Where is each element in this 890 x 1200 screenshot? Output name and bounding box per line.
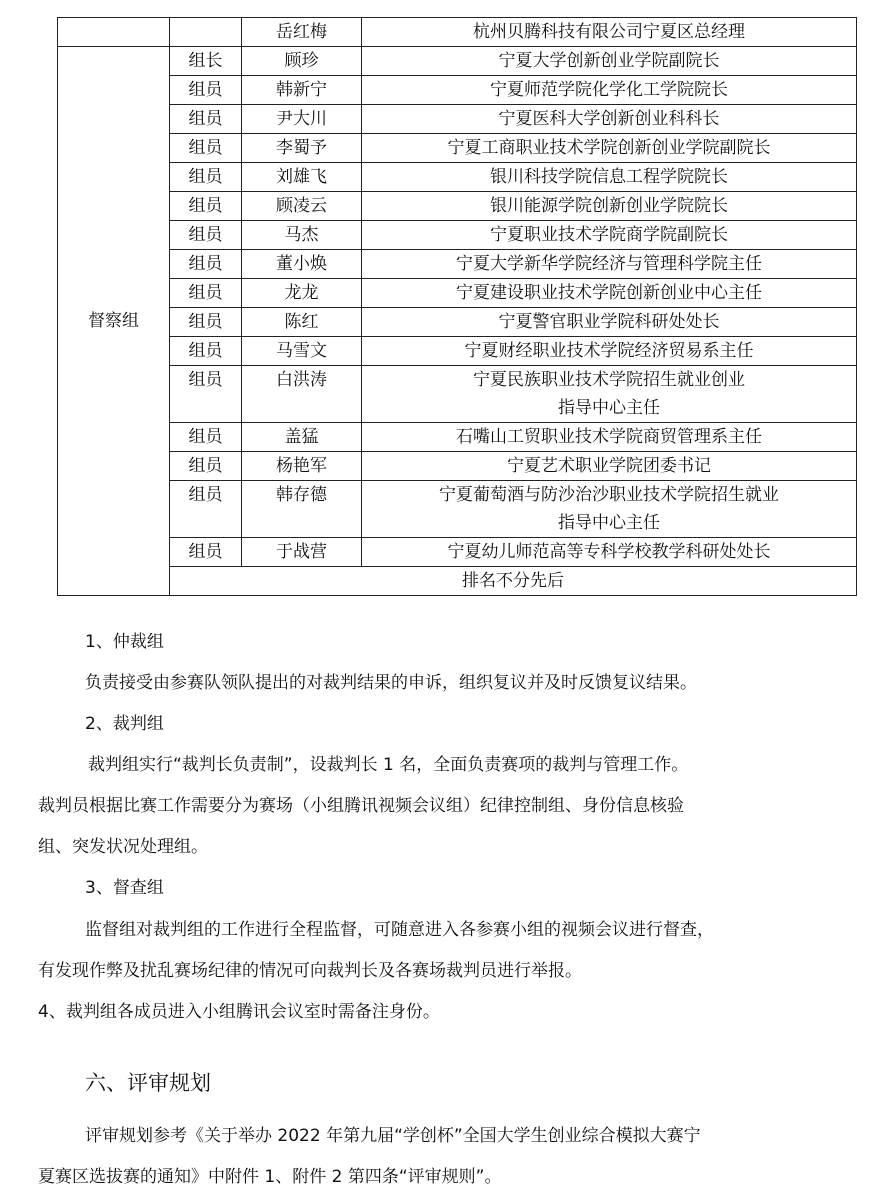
member-role: 组员 <box>170 452 242 481</box>
empty-cell <box>58 18 170 47</box>
table-row <box>58 47 857 76</box>
referee-text-line-2: 裁判员根据比赛工作需要分为赛场（小组腾讯视频会议组）纪律控制组、身份信息核验 <box>38 796 684 816</box>
member-title-line: 宁夏师范学院化学化工学院院长 <box>490 80 728 100</box>
member-title-line: 宁夏幼儿师范高等专科学校教学科研处处长 <box>447 542 771 562</box>
member-name: 于战营 <box>242 538 362 567</box>
supervision-text-line-2: 有发现作弊及扰乱赛场纪律的情况可向裁判长及各赛场裁判员进行举报。 <box>38 961 582 981</box>
member-title <box>362 163 857 192</box>
referee-text-line-3: 组、突发状况处理组。 <box>38 837 208 857</box>
table-row <box>58 76 857 105</box>
member-title-line: 指导中心主任 <box>558 513 660 533</box>
member-name: 顾珍 <box>242 47 362 76</box>
empty-cell <box>170 18 242 47</box>
review-text-line-2: 夏赛区选拔赛的通知》中附件 1、附件 2 第四条“评审规则”。 <box>38 1167 502 1187</box>
member-role: 组员 <box>170 221 242 250</box>
member-title-line: 宁夏建设职业技术学院创新创业中心主任 <box>456 283 762 303</box>
table-row <box>58 337 857 366</box>
member-name: 马杰 <box>242 221 362 250</box>
member-title-line: 宁夏工商职业技术学院创新创业学院副院长 <box>447 138 771 158</box>
member-role: 组长 <box>170 47 242 76</box>
member-role: 组员 <box>170 481 242 538</box>
member-title <box>362 481 857 538</box>
member-title <box>362 538 857 567</box>
supervision-heading: 3、督查组 <box>85 878 164 898</box>
member-title-line: 宁夏民族职业技术学院招生就业创业 <box>473 370 745 390</box>
review-text-line-1: 评审规划参考《关于举办 2022 年第九届“学创杯”全国大学生创业综合模拟大赛宁 <box>85 1126 701 1146</box>
referee-text-line-1: 裁判组实行“裁判长负责制”，设裁判长 1 名，全面负责赛项的裁判与管理工作。 <box>88 755 689 775</box>
table-row <box>58 18 857 47</box>
table-row <box>58 366 857 423</box>
member-name: 李蜀予 <box>242 134 362 163</box>
table-row <box>58 423 857 452</box>
arbitration-text: 负责接受由参赛队领队提出的对裁判结果的申诉，组织复议并及时反馈复议结果。 <box>85 673 697 693</box>
member-role: 组员 <box>170 134 242 163</box>
member-name: 杨艳军 <box>242 452 362 481</box>
member-name: 韩新宁 <box>242 76 362 105</box>
member-title-line: 宁夏警官职业学院科研处处长 <box>498 312 720 332</box>
member-name: 刘雄飞 <box>242 163 362 192</box>
member-name: 尹大川 <box>242 105 362 134</box>
arbitration-heading: 1、仲裁组 <box>85 632 164 652</box>
member-title <box>362 452 857 481</box>
ranking-note: 排名不分先后 <box>170 567 857 596</box>
member-title-line: 指导中心主任 <box>558 398 660 418</box>
member-title-line: 宁夏职业技术学院商学院副院长 <box>490 225 728 245</box>
member-title-line: 石嘴山工贸职业技术学院商贸管理系主任 <box>456 427 762 447</box>
member-role: 组员 <box>170 250 242 279</box>
member-role: 组员 <box>170 105 242 134</box>
table-row <box>58 538 857 567</box>
member-title-line: 宁夏医科大学创新创业科科长 <box>498 109 720 129</box>
member-title-line: 宁夏大学创新创业学院副院长 <box>498 51 720 71</box>
member-title <box>362 134 857 163</box>
table-row <box>58 250 857 279</box>
member-role: 组员 <box>170 163 242 192</box>
table-row <box>58 279 857 308</box>
supervision-text-line-1: 监督组对裁判组的工作进行全程监督，可随意进入各参赛小组的视频会议进行督查， <box>85 920 714 940</box>
item-4-text: 4、裁判组各成员进入小组腾讯会议室时需备注身份。 <box>38 1002 440 1022</box>
member-title-line: 银川能源学院创新创业学院院长 <box>490 196 728 216</box>
member-name: 马雪文 <box>242 337 362 366</box>
member-name: 董小焕 <box>242 250 362 279</box>
member-name: 龙龙 <box>242 279 362 308</box>
table-row <box>58 308 857 337</box>
member-title <box>362 308 857 337</box>
member-title-line: 银川科技学院信息工程学院院长 <box>490 167 728 187</box>
table-row <box>58 221 857 250</box>
member-title <box>362 366 857 423</box>
member-role: 组员 <box>170 337 242 366</box>
member-title: 杭州贝腾科技有限公司宁夏区总经理 <box>362 18 857 47</box>
group-label: 督察组 <box>58 47 170 596</box>
member-role: 组员 <box>170 76 242 105</box>
table-row <box>58 192 857 221</box>
member-name: 白洪涛 <box>242 366 362 423</box>
member-title-line: 宁夏葡萄酒与防沙治沙职业技术学院招生就业 <box>439 485 779 505</box>
table-row <box>58 105 857 134</box>
member-title-line: 宁夏财经职业技术学院经济贸易系主任 <box>464 341 754 361</box>
table-row <box>58 452 857 481</box>
member-title <box>362 279 857 308</box>
member-role: 组员 <box>170 538 242 567</box>
table-row <box>58 567 857 596</box>
member-title <box>362 47 857 76</box>
review-heading: 六、评审规划 <box>85 1071 211 1095</box>
member-name: 岳红梅 <box>242 18 362 47</box>
member-title-line: 宁夏艺术职业学院团委书记 <box>507 456 711 476</box>
member-title <box>362 192 857 221</box>
table-row <box>58 163 857 192</box>
referee-heading: 2、裁判组 <box>85 714 164 734</box>
table-row <box>58 481 857 538</box>
member-title <box>362 250 857 279</box>
member-role: 组员 <box>170 192 242 221</box>
member-title <box>362 105 857 134</box>
member-name: 陈红 <box>242 308 362 337</box>
supervision-roster-table <box>57 17 857 596</box>
member-title-line: 宁夏大学新华学院经济与管理科学院主任 <box>456 254 762 274</box>
member-name: 顾凌云 <box>242 192 362 221</box>
member-name: 盖猛 <box>242 423 362 452</box>
table-row <box>58 134 857 163</box>
member-name: 韩存德 <box>242 481 362 538</box>
member-title <box>362 337 857 366</box>
member-title <box>362 221 857 250</box>
member-title <box>362 423 857 452</box>
member-role: 组员 <box>170 308 242 337</box>
member-title <box>362 76 857 105</box>
member-role: 组员 <box>170 366 242 423</box>
member-role: 组员 <box>170 423 242 452</box>
member-role: 组员 <box>170 279 242 308</box>
